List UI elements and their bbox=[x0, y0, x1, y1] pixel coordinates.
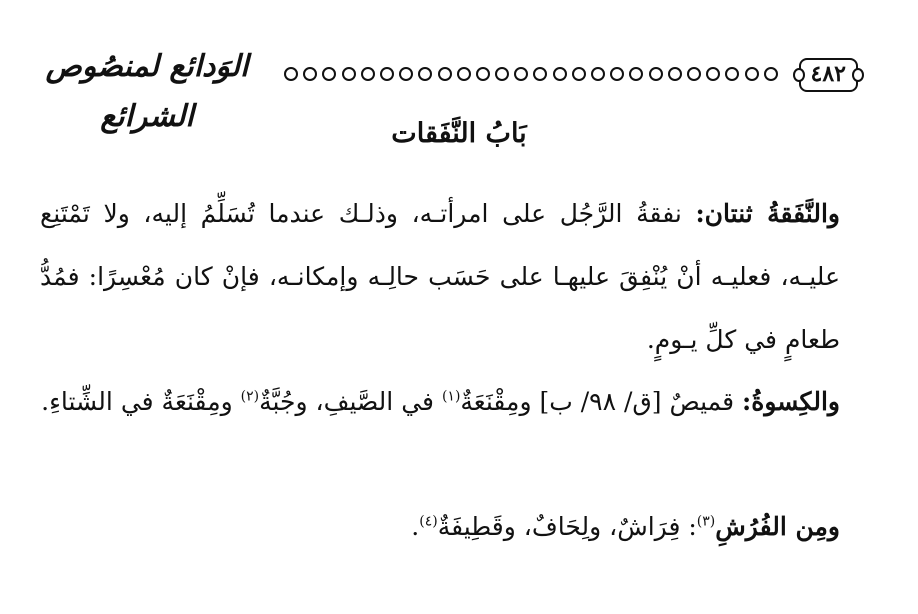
footnote-marker[interactable]: (٤) bbox=[419, 513, 438, 530]
decorative-chain-ornament bbox=[284, 62, 778, 86]
running-book-title: الوَدائع لمنصُوص الشرائع bbox=[45, 49, 249, 134]
paragraph-text: . bbox=[411, 512, 420, 541]
paragraph-text: قميصٌ [ق/ ٩٨/ ب] ومِقْنَعَةٌ bbox=[460, 387, 742, 416]
page-number: ٤٨٢ bbox=[799, 58, 858, 92]
paragraph-lead: ومِن الفُرُشِ bbox=[715, 512, 840, 541]
footnote-marker[interactable]: (٢) bbox=[240, 388, 260, 405]
paragraph-text: نفقةُ الرَّجُل على امرأتـه، وذلـك عندما تُسَلِّمُ إليه، ولا تَمْتَنِع عليـه، فعليـه أنْ يُنْفِقَ عليهـا على حَسَب حالِـه وإمكانـه، فإنْ كان مُعْسِرًا: فمُدُّ طعامٍ في كلِّ يـومٍ. bbox=[40, 199, 840, 354]
paragraph-lead: والكِسوةُ: bbox=[742, 387, 840, 416]
footnote-marker[interactable]: (٣) bbox=[696, 513, 716, 530]
chapter-title: بَابُ النَّفَقات bbox=[391, 118, 527, 149]
paragraph-text: في الصَّيفِ، وجُبَّةٌ bbox=[259, 387, 442, 416]
paragraph-kiswa bbox=[40, 370, 840, 433]
paragraph-text: ومِقْنَعَةٌ في الشِّتاءِ. bbox=[41, 387, 241, 416]
paragraph-lead: والنَّفَقةُ ثنتان: bbox=[695, 199, 840, 228]
footnote-marker[interactable]: (١) bbox=[441, 388, 461, 405]
paragraph-nafaqa bbox=[40, 182, 840, 371]
paragraph-furush bbox=[40, 495, 840, 558]
paragraph-text: : فِرَاشٌ، ولِحَافٌ، وقَطِيفَةٌ bbox=[437, 512, 697, 541]
